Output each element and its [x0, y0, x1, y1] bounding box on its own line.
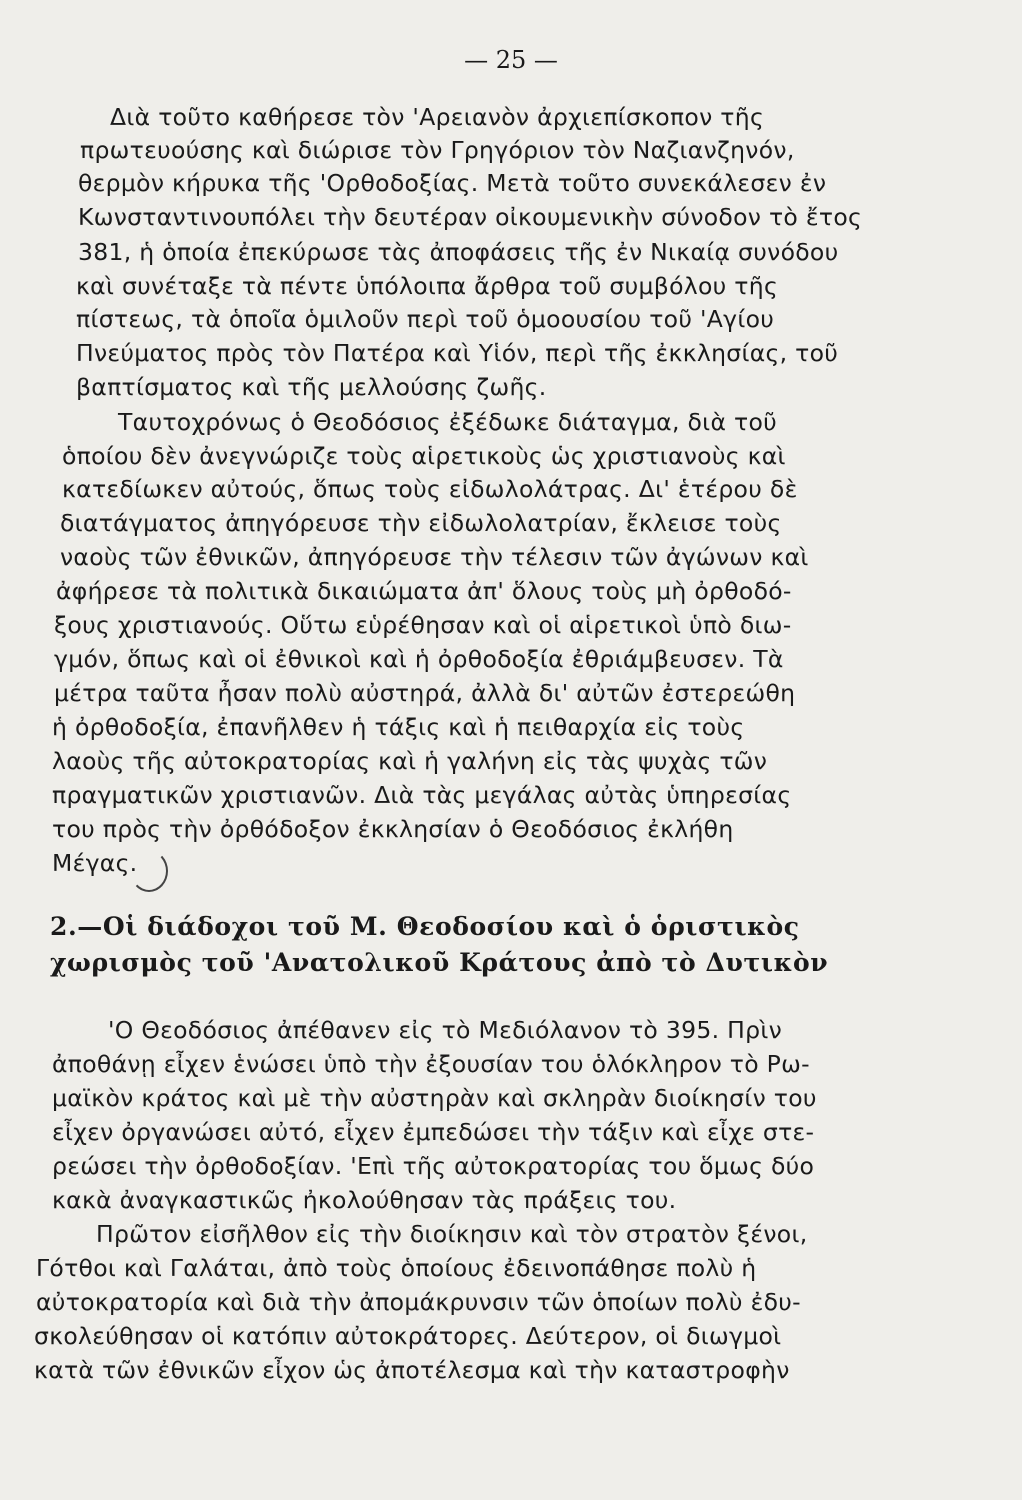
- text-line: ρεώσει τὴν ὀρθοδοξίαν. 'Επὶ τῆς αὐτοκρατορίας του ὅμως δύο: [52, 1152, 815, 1180]
- text-line: πίστεως, τὰ ὁποῖα ὁμιλοῦν περὶ τοῦ ὁμοουσίου τοῦ 'Αγίου: [76, 305, 775, 333]
- text-line: Κωνσταντινουπόλει τὴν δευτέραν οἰκουμενικὴν σύνοδον τὸ ἔτος: [78, 203, 863, 231]
- heading-line: 2.—Οἱ διάδοχοι τοῦ Μ. Θεοδοσίου καὶ ὁ ὁριστικὸς: [50, 912, 800, 941]
- text-line: σκολεύθησαν οἱ κατόπιν αὐτοκράτορες. Δεύτερον, οἱ διωγμοὶ: [34, 1322, 782, 1350]
- text-line: ἡ ὀρθοδοξία, ἐπανῆλθεν ἡ τάξις καὶ ἡ πειθαρχία εἰς τοὺς: [52, 713, 745, 741]
- text-line: Διὰ τοῦτο καθήρεσε τὸν 'Αρειανὸν ἀρχιεπίσκοπον τῆς: [110, 103, 765, 131]
- text-line: διατάγματος ἀπηγόρευσε τὴν εἰδωλολατρίαν, ἔκλεισε τοὺς: [60, 509, 782, 537]
- text-line: ἀποθάνῃ εἶχεν ἑνώσει ὑπὸ τὴν ἐξουσίαν του ὁλόκληρον τὸ Ρω-: [52, 1050, 810, 1078]
- text-line: γμόν, ὅπως καὶ οἱ ἐθνικοὶ καὶ ἡ ὀρθοδοξία ἐθριάμβευσεν. Τὰ: [54, 645, 784, 673]
- text-line: κακὰ ἀναγκαστικῶς ἠκολούθησαν τὰς πράξεις του.: [52, 1186, 677, 1214]
- text-line: Πρῶτον εἰσῆλθον εἰς τὴν διοίκησιν καὶ τὸν στρατὸν ξένοι,: [96, 1220, 808, 1248]
- text-line: 'Ο Θεοδόσιος ἀπέθανεν εἰς τὸ Μεδιόλανον τὸ 395. Πρὶν: [108, 1016, 783, 1044]
- text-line: εἶχεν ὀργανώσει αὐτό, εἶχεν ἐμπεδώσει τὴν τάξιν καὶ εἶχε στε-: [52, 1118, 815, 1146]
- text-line: λαοὺς τῆς αὐτοκρατορίας καὶ ἡ γαλήνη εἰς τὰς ψυχὰς τῶν: [52, 747, 768, 775]
- heading-line: χωρισμὸς τοῦ 'Ανατολικοῦ Κράτους ἀπὸ τὸ Δυτικὸν: [50, 948, 829, 977]
- text-line: Μέγας.: [52, 849, 138, 877]
- text-line: κατεδίωκεν αὐτούς, ὅπως τοὺς εἰδωλολάτρας. Δι' ἑτέρου δὲ: [62, 475, 798, 503]
- text-line: του πρὸς τὴν ὀρθόδοξον ἐκκλησίαν ὁ Θεοδόσιος ἐκλήθη: [52, 815, 734, 843]
- text-line: καὶ συνέταξε τὰ πέντε ὑπόλοιπα ἄρθρα τοῦ συμβόλου τῆς: [76, 272, 779, 300]
- text-line: Ταυτοχρόνως ὁ Θεοδόσιος ἐξέδωκε διάταγμα, διὰ τοῦ: [118, 408, 778, 436]
- text-line: βαπτίσματος καὶ τῆς μελλούσης ζωῆς.: [76, 373, 547, 401]
- handwritten-mark: [130, 850, 168, 892]
- text-line: ναοὺς τῶν ἐθνικῶν, ἀπηγόρευσε τὴν τέλεσιν τῶν ἀγώνων καὶ: [60, 543, 809, 571]
- text-line: αὐτοκρατορία καὶ διὰ τὴν ἀπομάκρυνσιν τῶν ὁποίων πολὺ ἐδυ-: [36, 1288, 801, 1316]
- page-number: — 25 —: [464, 46, 558, 74]
- text-line: μαϊκὸν κράτος καὶ μὲ τὴν αὐστηρὰν καὶ σκληρὰν διοίκησίν του: [52, 1084, 817, 1112]
- text-line: πραγματικῶν χριστιανῶν. Διὰ τὰς μεγάλας αὐτὰς ὑπηρεσίας: [52, 781, 792, 809]
- text-line: ἀφήρεσε τὰ πολιτικὰ δικαιώματα ἀπ' ὅλους τοὺς μὴ ὀρθοδό-: [56, 577, 792, 605]
- text-line: Πνεύματος πρὸς τὸν Πατέρα καὶ Υἱόν, περὶ τῆς ἐκκλησίας, τοῦ: [76, 339, 839, 367]
- text-line: 381, ἡ ὁποία ἐπεκύρωσε τὰς ἀποφάσεις τῆς ἐν Νικαίᾳ συνόδου: [78, 238, 839, 266]
- text-line: πρωτευούσης καὶ διώρισε τὸν Γρηγόριον τὸν Ναζιανζηνόν,: [80, 136, 795, 164]
- text-line: θερμὸν κήρυκα τῆς 'Ορθοδοξίας. Μετὰ τοῦτο συνεκάλεσεν ἐν: [78, 169, 827, 197]
- text-line: κατὰ τῶν ἐθνικῶν εἶχον ὡς ἀποτέλεσμα καὶ τὴν καταστροφὴν: [34, 1356, 790, 1384]
- text-line: ξους χριστιανούς. Οὕτω εὑρέθησαν καὶ οἱ αἱρετικοὶ ὑπὸ διω-: [54, 611, 792, 639]
- text-line: Γότθοι καὶ Γαλάται, ἀπὸ τοὺς ὁποίους ἐδεινοπάθησε πολὺ ἡ: [36, 1254, 757, 1282]
- text-line: μέτρα ταῦτα ἦσαν πολὺ αὐστηρά, ἀλλὰ δι' αὐτῶν ἐστερεώθη: [54, 679, 796, 707]
- text-line: ὁποίου δὲν ἀνεγνώριζε τοὺς αἱρετικοὺς ὡς χριστιανοὺς καὶ: [62, 442, 786, 470]
